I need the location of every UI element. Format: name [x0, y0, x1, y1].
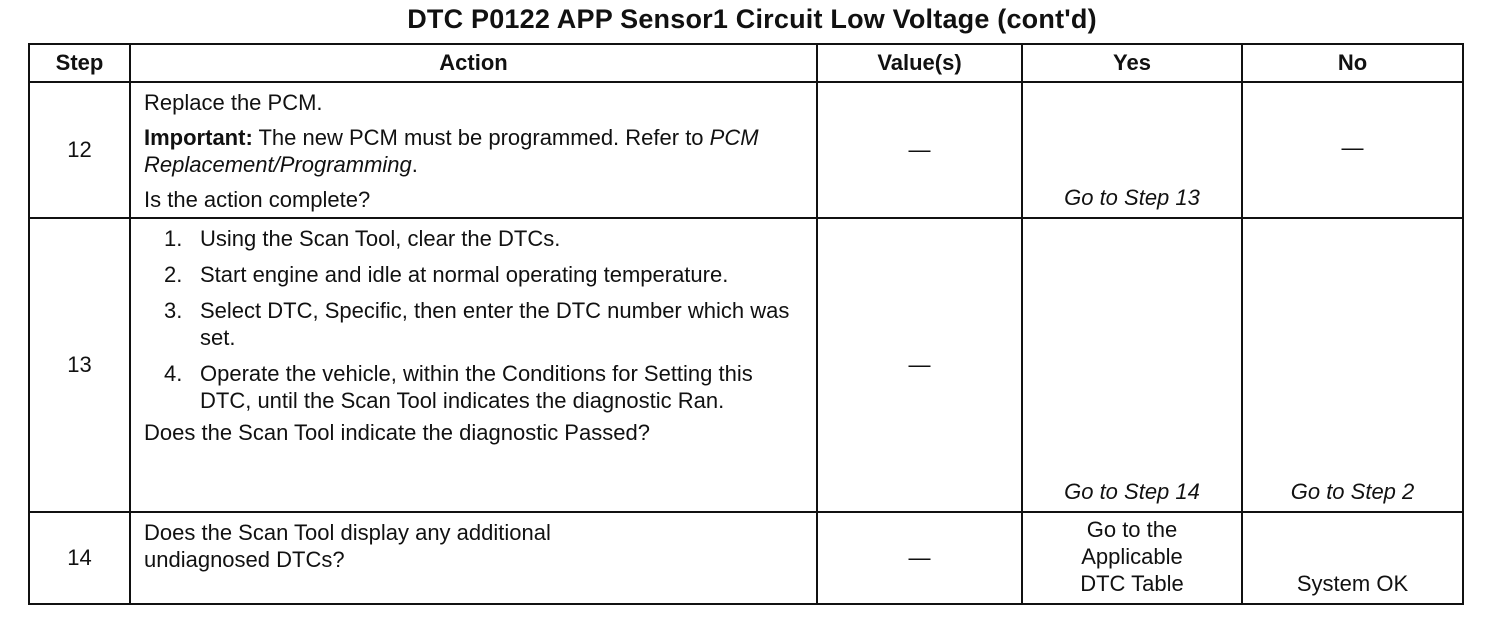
table-row — [29, 82, 1463, 218]
header-values: Value(s) — [817, 44, 1022, 82]
values-cell: — — [817, 82, 1022, 218]
important-note — [144, 124, 806, 178]
item-number: 3. — [164, 298, 183, 323]
item-text: Select DTC, Specific, then enter the DTC number which was set. — [200, 298, 790, 350]
header-action: Action — [130, 44, 817, 82]
procedure-item — [144, 261, 806, 288]
header-row — [29, 44, 1463, 82]
action-question: Does the Scan Tool display any additional undiagnosed DTCs? — [144, 520, 551, 572]
action-question: Does the Scan Tool indicate the diagnostic Passed? — [144, 420, 650, 445]
step-number: 12 — [29, 82, 130, 218]
header-yes: Yes — [1022, 44, 1242, 82]
procedure-reference: PCM Replacement/Programming — [144, 125, 759, 177]
yes-line: DTC Table — [1080, 571, 1184, 596]
important-end: . — [411, 152, 418, 177]
diagnostic-table — [28, 43, 1464, 605]
item-text: Using the Scan Tool, clear the DTCs. — [200, 226, 561, 251]
procedure-item — [144, 297, 806, 351]
important-text: The new PCM must be programmed. Refer to — [252, 125, 710, 150]
procedure-list — [144, 225, 806, 414]
action-cell — [130, 82, 817, 218]
table-row — [29, 218, 1463, 512]
item-text: Start engine and idle at normal operating temperature. — [200, 262, 729, 287]
step-number: 13 — [29, 218, 130, 512]
action-question: Is the action complete? — [144, 187, 371, 212]
action-cell — [130, 512, 817, 604]
values-cell: — — [817, 512, 1022, 604]
action-text: Replace the PCM. — [144, 90, 323, 115]
procedure-item — [144, 360, 806, 414]
yes-cell: Go to Step 13 — [1022, 82, 1242, 218]
table-row — [29, 512, 1463, 604]
item-number: 4. — [164, 361, 183, 386]
no-cell: — — [1242, 82, 1463, 218]
item-number: 1. — [164, 226, 183, 251]
page-title: DTC P0122 APP Sensor1 Circuit Low Voltage (cont'd) — [407, 4, 1097, 34]
item-text: Operate the vehicle, within the Conditions for Setting this DTC, until the Scan Tool indicates the diagnostic Ran. — [200, 361, 753, 413]
procedure-item — [144, 225, 806, 252]
yes-line: Applicable — [1081, 544, 1183, 569]
yes-cell — [1022, 512, 1242, 604]
header-step: Step — [29, 44, 130, 82]
action-cell — [130, 218, 817, 512]
step-number: 14 — [29, 512, 130, 604]
item-number: 2. — [164, 262, 183, 287]
header-no: No — [1242, 44, 1463, 82]
values-cell: — — [817, 218, 1022, 512]
important-label: Important: — [144, 125, 253, 150]
no-cell: Go to Step 2 — [1242, 218, 1463, 512]
no-cell: System OK — [1242, 512, 1463, 604]
yes-line: Go to the — [1086, 517, 1178, 542]
yes-cell: Go to Step 14 — [1022, 218, 1242, 512]
